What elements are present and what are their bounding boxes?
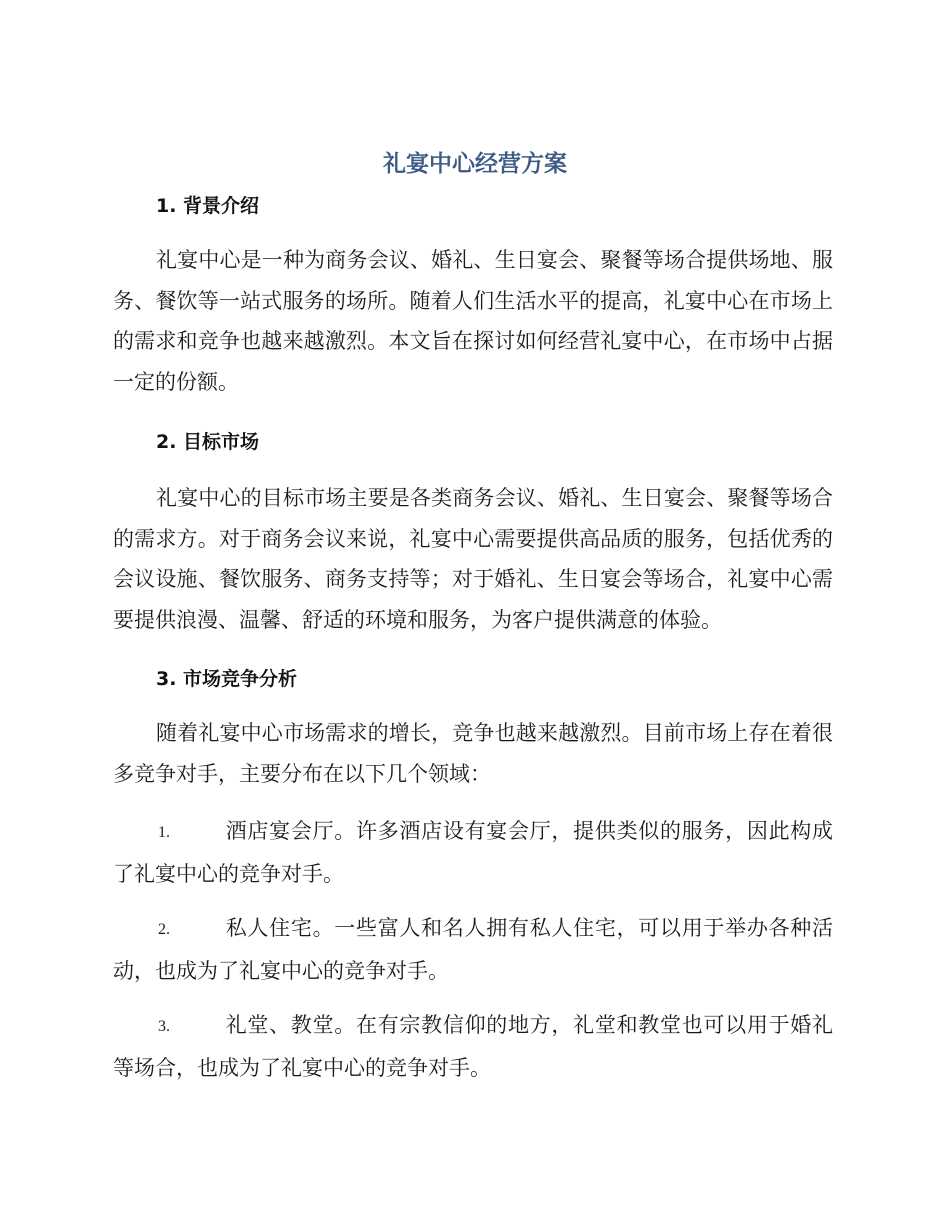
list-item xyxy=(113,811,833,894)
list-item-number: 2. xyxy=(158,921,170,938)
paragraph-background: 礼宴中心是一种为商务会议、婚礼、生日宴会、聚餐等场合提供场地、服务、餐饮等一站式服务的场所。随着人们生活水平的提高，礼宴中心在市场上的需求和竞争也越来越激烈。本文旨在探讨如何经营礼宴中心，在市场中占据一定的份额。 xyxy=(113,248,833,394)
section-heading-target-market: 2. 目标市场 xyxy=(156,431,260,453)
paragraph-target-market: 礼宴中心的目标市场主要是各类商务会议、婚礼、生日宴会、聚餐等场合的需求方。对于商务会议来说，礼宴中心需要提供高品质的服务，包括优秀的会议设施、餐饮服务、商务支持等；对于婚礼、生日宴会等场合，礼宴中心需要提供浪漫、温馨、舒适的环境和服务，为客户提供满意的体验。 xyxy=(113,486,833,632)
list-item xyxy=(113,908,833,991)
document-title: 礼宴中心经营方案 xyxy=(383,151,567,177)
list-item xyxy=(113,1005,833,1088)
list-item-number: 3. xyxy=(158,1018,170,1035)
section-heading-background: 1. 背景介绍 xyxy=(156,195,260,217)
list-item-text: 礼堂、教堂。在有宗教信仰的地方，礼堂和教堂也可以用于婚礼等场合，也成为了礼宴中心的竞争对手。 xyxy=(113,1013,833,1080)
section-heading-competition: 3. 市场竞争分析 xyxy=(156,668,298,690)
list-item-text: 酒店宴会厅。许多酒店设有宴会厅，提供类似的服务，因此构成了礼宴中心的竞争对手。 xyxy=(113,819,833,886)
paragraph-competition: 随着礼宴中心市场需求的增长，竞争也越来越激烈。目前市场上存在着很多竞争对手，主要分布在以下几个领域： xyxy=(113,721,833,786)
list-item-number: 1. xyxy=(158,824,170,841)
list-item-text: 私人住宅。一些富人和名人拥有私人住宅，可以用于举办各种活动，也成为了礼宴中心的竞争对手。 xyxy=(113,916,833,983)
